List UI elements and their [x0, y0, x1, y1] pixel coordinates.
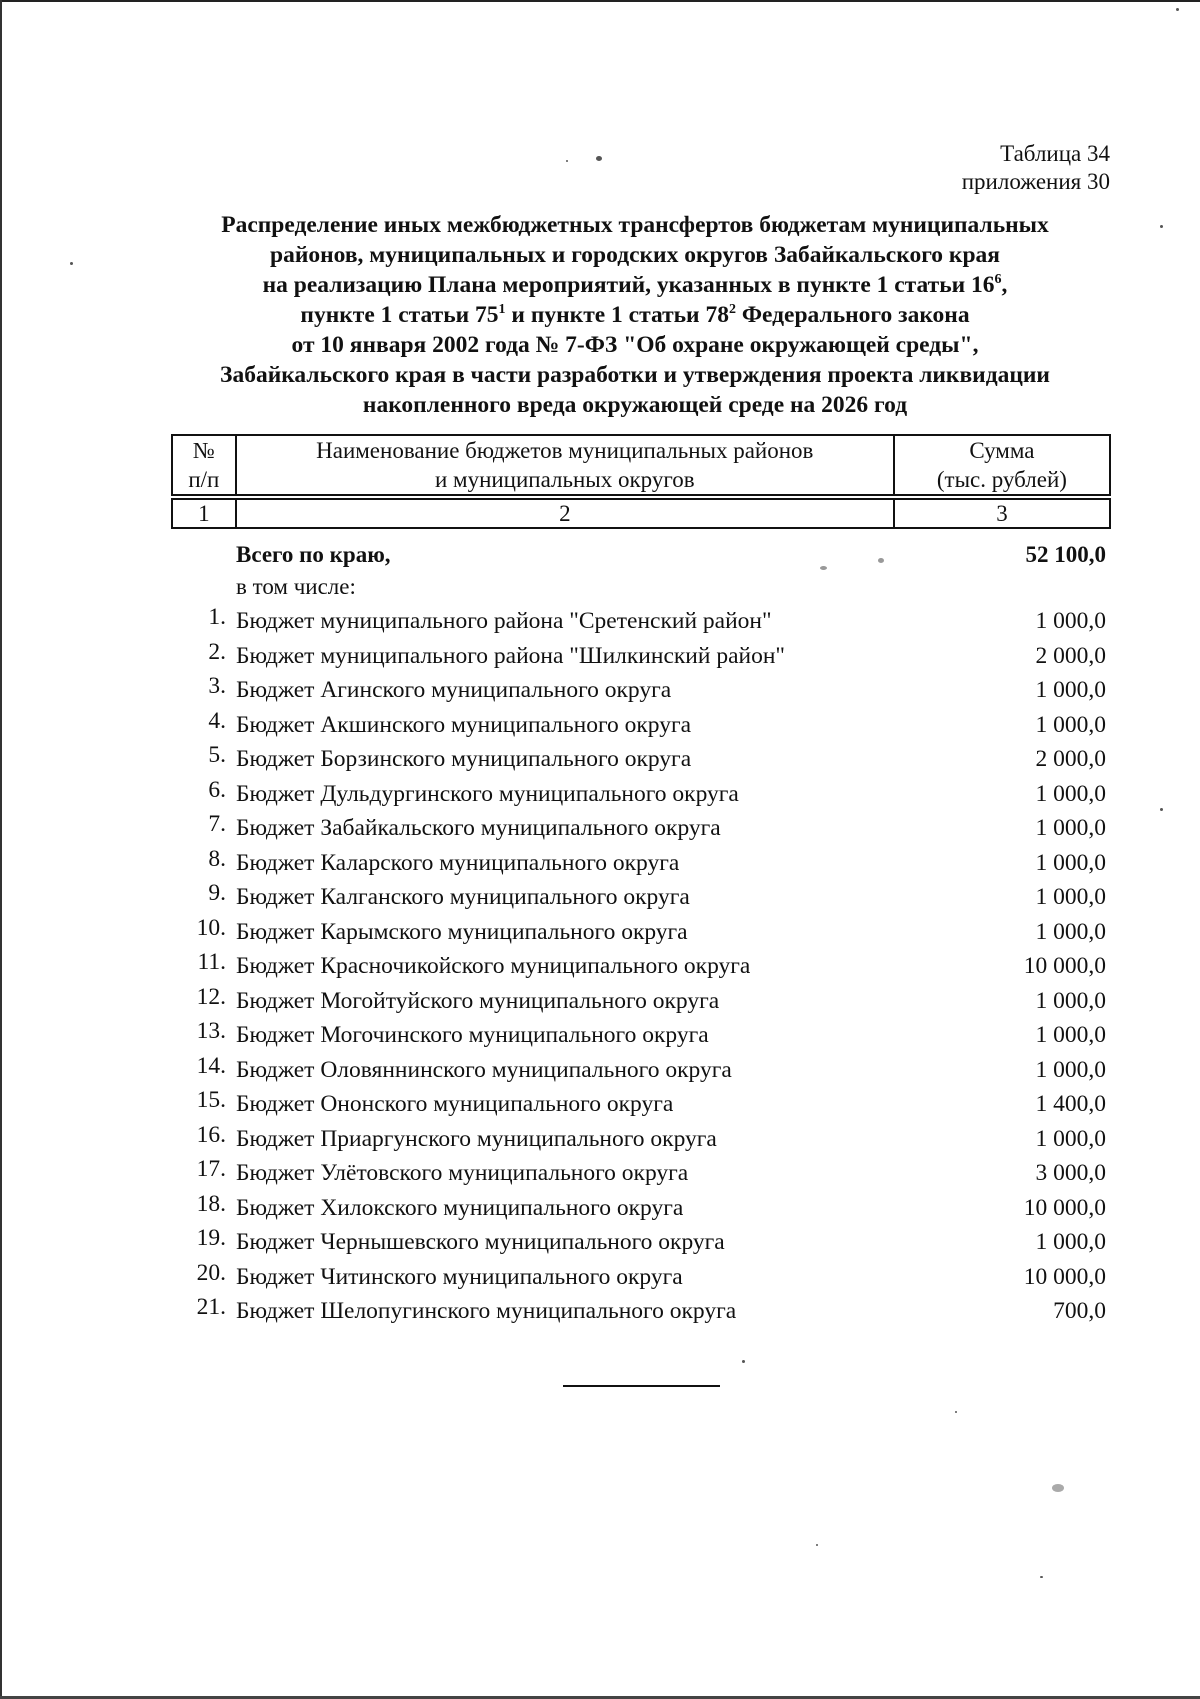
title-line-3: на реализацию Плана мероприятий, указанных в пункте 1 статьи $16^6$, — [262, 272, 1008, 298]
table-row — [180, 605, 1106, 640]
budget-rows — [180, 605, 1106, 1330]
scan-speck — [955, 1411, 957, 1413]
row-budget-name: Бюджет Дульдургинского муниципального округа — [236, 780, 739, 807]
row-number: 13. — [196, 1018, 226, 1044]
row-number: 4. — [208, 707, 226, 734]
row-amount: 10 000,0 — [1023, 1263, 1106, 1290]
row-amount: 10 000,0 — [1023, 953, 1106, 979]
row-budget-name: Бюджет Агинского муниципального округа — [236, 677, 672, 703]
row-number: 6. — [208, 776, 226, 803]
row-budget-name: Бюджет Могойтуйского муниципального округа — [236, 987, 720, 1014]
table-row — [180, 1295, 1106, 1330]
row-number: 2. — [208, 638, 226, 665]
total-amount: 52 100,0 — [1025, 542, 1106, 567]
scan-speck — [1160, 225, 1163, 228]
title-line-6: Забайкальского края в части разработки и утверждения проекта ликвидации — [220, 362, 1050, 388]
total-label: Всего по краю, — [236, 542, 391, 567]
row-number: 19. — [196, 1225, 226, 1251]
row-budget-name: Бюджет Оловяннинского муниципального округа — [236, 1056, 732, 1083]
column-index-row — [171, 498, 1111, 529]
title-line-4: пункте 1 статьи $75^1$ и пункте 1 статьи $78^2$ Федерального закона — [300, 302, 970, 328]
row-budget-name: Бюджет Красночикойского муниципального округа — [236, 953, 751, 979]
row-amount: 1 000,0 — [1035, 1056, 1106, 1083]
row-budget-name: Бюджет Приаргунского муниципального округа — [236, 1125, 717, 1152]
row-budget-name: Бюджет Читинского муниципального округа — [236, 1263, 683, 1290]
row-budget-name: Бюджет Забайкальского муниципального округа — [236, 815, 721, 841]
appendix-label: приложения 30 — [961, 169, 1110, 194]
title-line-2: районов, муниципальных и городских округов Забайкальского края — [270, 242, 1000, 268]
table-row — [180, 674, 1106, 709]
scan-edge-left — [0, 0, 2, 1699]
row-budget-name: Бюджет Карымского муниципального округа — [236, 918, 688, 945]
row-number: 15. — [196, 1087, 226, 1113]
row-number: 8. — [208, 845, 226, 872]
table-row — [180, 778, 1106, 813]
title-line-7: накопленного вреда окружающей среде на 2026 год — [362, 392, 908, 418]
table-row — [180, 847, 1106, 882]
row-number: 20. — [196, 1259, 226, 1286]
column-index-1: 1 — [172, 499, 236, 528]
row-amount: 1 000,0 — [1035, 987, 1106, 1014]
row-amount: 3 000,0 — [1035, 1160, 1106, 1186]
table-reference — [962, 140, 1110, 196]
scan-speck — [878, 558, 884, 563]
row-number: 14. — [196, 1052, 226, 1079]
row-budget-name: Бюджет Борзинского муниципального округа — [236, 746, 692, 772]
row-budget-name: Бюджет Ононского муниципального округа — [236, 1091, 674, 1117]
row-budget-name: Бюджет Чернышевского муниципального округа — [236, 1229, 725, 1255]
header-number-cell: № п/п — [172, 435, 236, 495]
row-number: 3. — [208, 673, 226, 699]
row-amount: 700,0 — [1053, 1298, 1106, 1324]
table-header — [171, 434, 1111, 496]
scan-speck — [816, 1544, 818, 1546]
row-amount: 1 400,0 — [1035, 1091, 1106, 1117]
header-amount-cell: Сумма (тыс. рублей) — [894, 435, 1110, 495]
total-row — [236, 540, 1106, 570]
row-budget-name: Бюджет Улётовского муниципального округа — [236, 1160, 689, 1186]
row-amount: 1 000,0 — [1035, 815, 1106, 841]
table-row — [180, 916, 1106, 951]
table-row — [180, 985, 1106, 1020]
row-number: 17. — [196, 1156, 226, 1182]
row-budget-name: Бюджет Могочинского муниципального округа — [236, 1022, 709, 1048]
table-row — [180, 881, 1106, 916]
row-number: 16. — [196, 1121, 226, 1148]
table-row — [180, 1192, 1106, 1227]
row-budget-name: Бюджет муниципального района "Сретенский район" — [236, 608, 772, 634]
row-number: 9. — [208, 880, 226, 906]
table-row — [180, 1054, 1106, 1089]
row-number: 7. — [208, 811, 226, 837]
row-number: 11. — [197, 949, 226, 975]
row-amount: 1 000,0 — [1035, 608, 1106, 634]
title-line-1: Распределение иных межбюджетных трансфертов бюджетам муниципальных — [221, 212, 1049, 238]
document-title — [160, 210, 1110, 420]
table-row — [180, 1123, 1106, 1158]
row-budget-name: Бюджет Каларского муниципального округа — [236, 849, 680, 876]
scan-speck — [596, 156, 602, 161]
header-name-cell: Наименование бюджетов муниципальных районов и муниципальных округов — [236, 435, 894, 495]
scan-edge-top — [0, 0, 1200, 2]
row-budget-name: Бюджет муниципального района "Шилкинский район" — [236, 642, 786, 669]
row-budget-name: Бюджет Акшинского муниципального округа — [236, 711, 692, 738]
table-row — [180, 743, 1106, 778]
scan-speck — [1160, 808, 1163, 811]
row-number: 12. — [196, 983, 226, 1010]
row-number: 18. — [196, 1190, 226, 1217]
table-row — [180, 1088, 1106, 1123]
end-of-table-line — [563, 1385, 720, 1387]
table-row — [180, 1157, 1106, 1192]
row-amount: 1 000,0 — [1035, 1229, 1106, 1255]
row-amount: 1 000,0 — [1035, 849, 1106, 876]
scan-speck — [820, 566, 827, 570]
row-amount: 1 000,0 — [1035, 918, 1106, 945]
table-row — [180, 1226, 1106, 1261]
row-budget-name: Бюджет Шелопугинского муниципального округа — [236, 1298, 737, 1324]
table-row — [180, 812, 1106, 847]
scan-speck — [1040, 1576, 1043, 1578]
row-number: 10. — [196, 914, 226, 941]
scan-speck — [742, 1360, 745, 1363]
scan-speck — [70, 262, 73, 265]
table-row — [180, 950, 1106, 985]
scan-speck — [566, 160, 568, 162]
including-label: в том числе: — [236, 574, 356, 599]
row-budget-name: Бюджет Хилокского муниципального округа — [236, 1194, 684, 1221]
row-amount: 2 000,0 — [1035, 746, 1106, 772]
scan-speck — [1176, 8, 1179, 11]
row-amount: 1 000,0 — [1035, 711, 1106, 738]
row-amount: 10 000,0 — [1023, 1194, 1106, 1221]
table-row — [180, 640, 1106, 675]
scan-speck — [1052, 1484, 1064, 1492]
row-amount: 1 000,0 — [1035, 1125, 1106, 1152]
table-row — [180, 1019, 1106, 1054]
row-amount: 1 000,0 — [1035, 1022, 1106, 1048]
title-line-5: от 10 января 2002 года № 7-ФЗ "Об охране окружающей среды", — [291, 332, 979, 358]
column-index-2: 2 — [236, 499, 894, 528]
row-number: 21. — [196, 1294, 226, 1320]
row-amount: 1 000,0 — [1035, 884, 1106, 910]
row-amount: 1 000,0 — [1035, 677, 1106, 703]
row-amount: 2 000,0 — [1035, 642, 1106, 669]
table-row — [180, 1261, 1106, 1296]
row-number: 1. — [208, 604, 226, 630]
row-amount: 1 000,0 — [1035, 780, 1106, 807]
table-label: Таблица 34 — [1000, 141, 1110, 166]
row-budget-name: Бюджет Калганского муниципального округа — [236, 884, 690, 910]
row-number: 5. — [208, 742, 226, 768]
table-row — [180, 709, 1106, 744]
column-index-3: 3 — [894, 499, 1110, 528]
